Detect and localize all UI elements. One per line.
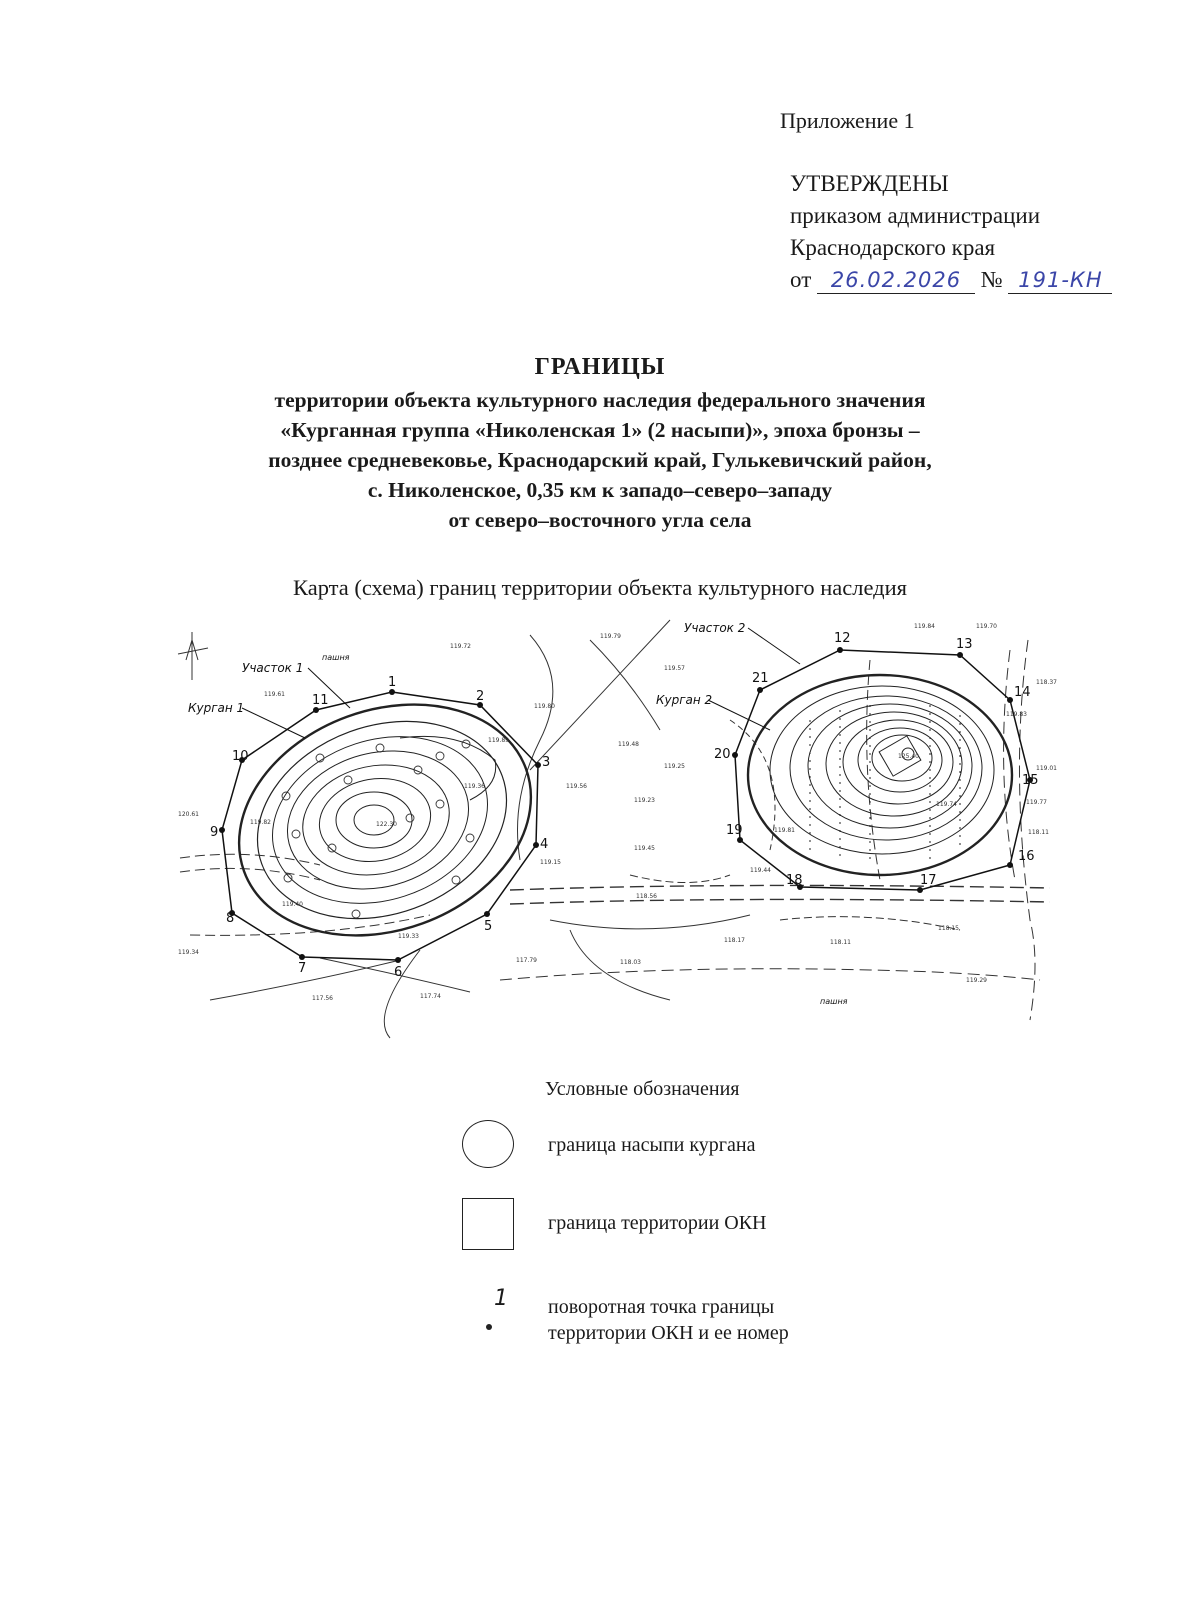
elevation: 120.61: [178, 811, 199, 818]
point-label-8: 8: [226, 911, 235, 926]
number-prefix: №: [980, 267, 1003, 292]
elevation: 119.61: [264, 691, 285, 698]
legend-point-label-line-1: поворотная точка границы: [548, 1296, 775, 1318]
elevation: 119.70: [976, 623, 997, 630]
point-label-13: 13: [956, 637, 973, 652]
legend-territory-label: граница территории ОКН: [548, 1212, 767, 1234]
legend-title: Условные обозначения: [545, 1078, 740, 1100]
elevation: 119.23: [634, 797, 655, 804]
point-label-19: 19: [726, 823, 743, 838]
elevation: 119.48: [618, 741, 639, 748]
turning-point-9: [219, 827, 225, 833]
point-label-16: 16: [1018, 849, 1035, 864]
elevation: 118.15: [938, 925, 959, 932]
elevation: 119.56: [566, 783, 587, 790]
plot-1-label: Участок 1: [242, 661, 304, 675]
point-label-21: 21: [752, 671, 769, 686]
number-field: [1008, 267, 1112, 294]
elevation: 119.57: [664, 665, 685, 672]
mound-2-contours: [748, 675, 1012, 875]
elevation: 118.11: [830, 939, 851, 946]
point-label-20: 20: [714, 747, 731, 762]
elevation: 117.79: [516, 957, 537, 964]
boundary-map: [170, 620, 1057, 1040]
appendix-label: Приложение 1: [780, 108, 915, 133]
elevation: 119.01: [1036, 765, 1057, 772]
legend-point-label-line-2: территории ОКН и ее номер: [548, 1322, 789, 1344]
point-label-12: 12: [834, 631, 851, 646]
turning-point-21: [757, 687, 763, 693]
point-label-15: 15: [1022, 773, 1039, 788]
map-drawing: [170, 620, 1057, 1040]
elevation: 119.29: [966, 977, 987, 984]
turning-points: [219, 647, 1033, 963]
elevation: 119.25: [664, 763, 685, 770]
title-line: позднее средневековье, Краснодарский край, Гулькевичский район,: [268, 448, 932, 472]
title-line: от северо–восточного угла села: [448, 508, 752, 532]
point-label-7: 7: [298, 961, 307, 976]
point-label-11: 11: [312, 693, 329, 708]
elevation: 119.36: [464, 783, 485, 790]
elevation: 119.33: [398, 933, 419, 940]
mound-2-label: Курган 2: [656, 693, 713, 707]
elevation: 119.84: [914, 623, 935, 630]
handwritten-date: 26.02.2026: [830, 268, 962, 292]
turning-point-3: [535, 762, 541, 768]
approved-line-1: приказом администрации: [790, 203, 1041, 228]
approved-line-2: Краснодарского края: [790, 235, 996, 260]
turning-point-16: [1007, 862, 1013, 868]
elevation: 118.56: [636, 893, 657, 900]
elevation: 119.72: [450, 643, 471, 650]
elevation: 119.74: [936, 801, 957, 808]
title-line: «Курганная группа «Николенская 1» (2 насыпи)», эпоха бронзы –: [280, 418, 920, 442]
elevation: 119.15: [540, 859, 561, 866]
territory-boundary-symbol-icon: [462, 1198, 514, 1250]
elevation: 118.03: [620, 959, 641, 966]
elevation: 119.77: [1026, 799, 1047, 806]
turning-point-20: [732, 752, 738, 758]
document-title: [0, 354, 1200, 535]
elevation: 119.80: [534, 703, 555, 710]
approval-block: [790, 168, 1112, 296]
map-caption: Карта (схема) границ территории объекта культурного наследия: [293, 575, 907, 600]
turning-point-13: [957, 652, 963, 658]
field-label: пашня: [322, 653, 350, 662]
elevation: 119.89: [488, 737, 509, 744]
elevation: 119.82: [250, 819, 271, 826]
elevation: 117.56: [312, 995, 333, 1002]
elevation: 118.37: [1036, 679, 1057, 686]
mound-boundary-symbol-icon: [462, 1120, 514, 1168]
approved-title: УТВЕРЖДЕНЫ: [790, 171, 949, 196]
elevation: 117.74: [420, 993, 441, 1000]
turning-point-12: [837, 647, 843, 653]
point-label-2: 2: [476, 689, 485, 704]
elevation: 119.34: [178, 949, 199, 956]
point-label-18: 18: [786, 873, 803, 888]
turning-point-7: [299, 954, 305, 960]
turning-point-5: [484, 911, 490, 917]
plot-2-label: Участок 2: [684, 621, 746, 635]
turning-point-6: [395, 957, 401, 963]
point-label-6: 6: [394, 965, 403, 980]
elevation: 125.40: [898, 753, 919, 760]
point-label-5: 5: [484, 919, 493, 934]
elevation: 119.81: [774, 827, 795, 834]
title-main: ГРАНИЦЫ: [534, 354, 666, 380]
point-label-3: 3: [542, 755, 551, 770]
point-numbers: [210, 631, 1039, 980]
handwritten-number: 191-КН: [1018, 268, 1103, 292]
point-label-9: 9: [210, 825, 219, 840]
elevation: 119.44: [750, 867, 771, 874]
elevation: 119.79: [600, 633, 621, 640]
turning-point-sample-number: 1: [494, 1286, 508, 1311]
elevation: 122.30: [376, 821, 397, 828]
turning-point-symbol-icon: [486, 1324, 492, 1330]
point-label-4: 4: [540, 837, 549, 852]
approval-date-line: [790, 264, 1112, 296]
date-field: [817, 267, 975, 294]
point-label-17: 17: [920, 873, 937, 888]
point-label-10: 10: [232, 749, 249, 764]
turning-point-4: [533, 842, 539, 848]
north-arrow-icon: [178, 632, 208, 680]
elevation: 119.45: [634, 845, 655, 852]
field-label: пашня: [820, 997, 848, 1006]
elevation: 118.17: [724, 937, 745, 944]
elevation: 118.11: [1028, 829, 1049, 836]
mound-1-label: Курган 1: [188, 701, 245, 715]
title-line: территории объекта культурного наследия федерального значения: [274, 388, 926, 412]
turning-point-14: [1007, 697, 1013, 703]
date-prefix: от: [790, 267, 812, 292]
legend-mound-label: граница насыпи кургана: [548, 1134, 756, 1156]
point-label-1: 1: [388, 675, 397, 690]
elevation: 119.83: [1006, 711, 1027, 718]
elevation: 119.40: [282, 901, 303, 908]
point-label-14: 14: [1014, 685, 1031, 700]
title-line: с. Николенское, 0,35 км к западо–северо–западу: [367, 478, 833, 502]
